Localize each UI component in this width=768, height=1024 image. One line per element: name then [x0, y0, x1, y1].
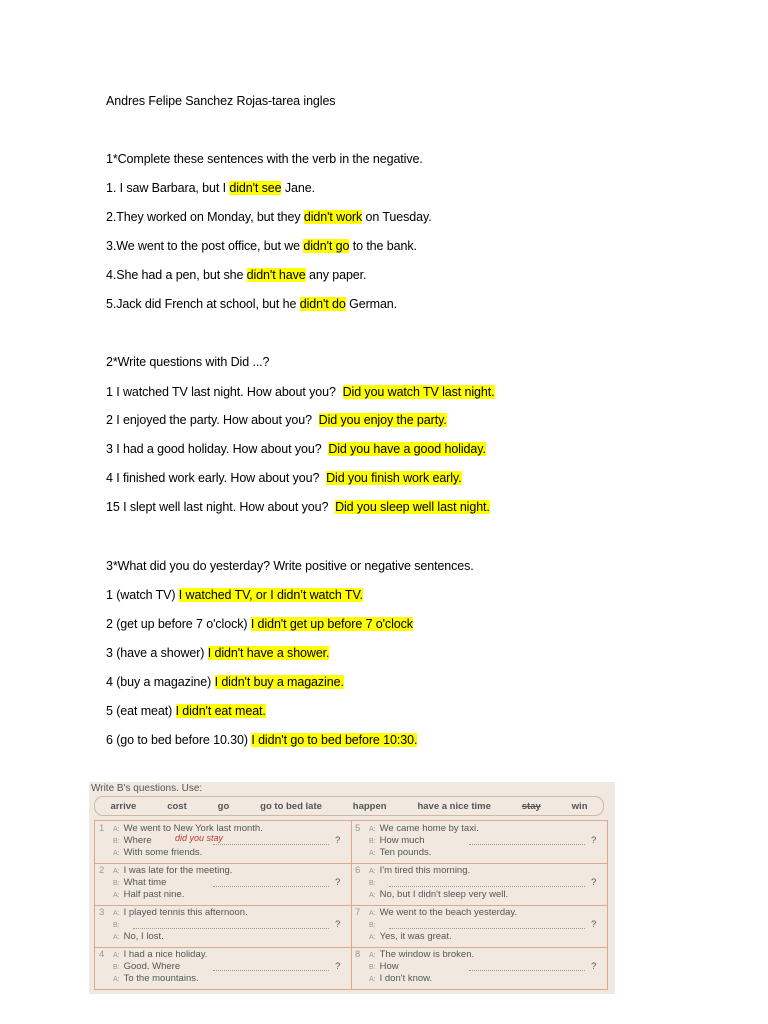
- exercise-item: 4 A: I had a nice holiday. B: Good. Where ? A: To the mountains.: [99, 949, 341, 984]
- word-bank-item: happen: [352, 800, 387, 812]
- word-bank-item: go: [217, 800, 230, 812]
- s2-item: 4 I finished work early. How about you? Did you finish work early.: [106, 471, 462, 485]
- exercise-grid: [94, 820, 608, 990]
- s2-item: 1 I watched TV last night. How about you? Did you watch TV last night.: [106, 385, 495, 399]
- answer-highlight: I didn't eat meat.: [175, 704, 266, 718]
- exercise-item: 3 A: I played tennis this afternoon. B: ? A: No, I lost.: [95, 905, 351, 948]
- exercise-column-left: [95, 821, 352, 989]
- exercise-item: 2 A: I was late for the meeting. B: What time ? A: Half past nine.: [95, 863, 351, 906]
- section-2-title: 2*Write questions with Did ...?: [106, 355, 270, 369]
- word-bank-item: win: [571, 800, 588, 812]
- s3-item: 4 (buy a magazine) I didn't buy a magazine.: [106, 675, 344, 689]
- s3-item: 3 (have a shower) I didn't have a shower.: [106, 646, 330, 660]
- s1-item: 1. I saw Barbara, but I didn't see Jane.: [106, 181, 315, 195]
- answer-highlight: Did you have a good holiday.: [328, 442, 486, 456]
- answer-highlight: didn't have: [246, 268, 306, 282]
- exercise-item: 1 A: We went to New York last month. B: Where did you stay ? A: With some friends.: [95, 821, 351, 864]
- answer-highlight: didn't work: [303, 210, 363, 224]
- answer-highlight: I didn't have a shower.: [207, 646, 330, 660]
- word-bank-item: cost: [167, 800, 187, 812]
- s2-item: 2 I enjoyed the party. How about you? Did you enjoy the party.: [106, 413, 447, 427]
- exercise-column-right: [351, 821, 607, 989]
- s1-item: 3.We went to the post office, but we didn't go to the bank.: [106, 239, 417, 253]
- s3-item: 6 (go to bed before 10.30) I didn't go to bed before 10:30.: [106, 733, 418, 747]
- s3-item: 2 (get up before 7 o'clock) I didn't get up before 7 o'clock: [106, 617, 413, 631]
- answer-highlight: Did you finish work early.: [326, 471, 462, 485]
- answer-highlight: didn't go: [303, 239, 350, 253]
- word-bank-item: arrive: [110, 800, 137, 812]
- exercise-item: 7 A: We went to the beach yesterday. B: ? A: Yes, it was great.: [351, 905, 607, 948]
- answer-highlight: Did you enjoy the party.: [318, 413, 447, 427]
- word-bank-item: stay: [521, 800, 541, 812]
- word-bank-item: go to bed late: [260, 800, 322, 812]
- section-3-title: 3*What did you do yesterday? Write positive or negative sentences.: [106, 559, 474, 573]
- answer-highlight: I didn't go to bed before 10:30.: [251, 733, 418, 747]
- answer-highlight: I watched TV, or I didn’t watch TV.: [178, 588, 363, 602]
- s2-item: 15 I slept well last night. How about you? Did you sleep well last night.: [106, 500, 490, 514]
- s1-item: 2.They worked on Monday, but they didn't work on Tuesday.: [106, 210, 432, 224]
- answer-highlight: didn't see: [229, 181, 282, 195]
- s2-item: 3 I had a good holiday. How about you? Did you have a good holiday.: [106, 442, 486, 456]
- s3-item: 1 (watch TV) I watched TV, or I didn’t watch TV.: [106, 588, 363, 602]
- handwritten-answer: did you stay: [175, 833, 224, 843]
- answer-highlight: Did you sleep well last night.: [335, 500, 490, 514]
- s1-item: 5.Jack did French at school, but he didn't do German.: [106, 297, 398, 311]
- exercise-scan-image: [89, 782, 615, 994]
- answer-highlight: didn't do: [299, 297, 346, 311]
- section-1-title: 1*Complete these sentences with the verb in the negative.: [106, 152, 423, 166]
- word-bank: [94, 796, 604, 816]
- word-bank-item: have a nice time: [417, 800, 491, 812]
- s1-item: 4.She had a pen, but she didn't have any paper.: [106, 268, 367, 282]
- answer-highlight: I didn't buy a magazine.: [214, 675, 344, 689]
- exercise-item: 6 A: I'm tired this morning. B: ? A: No, but I didn't sleep very well.: [351, 863, 607, 906]
- answer-highlight: I didn't get up before 7 o'clock: [250, 617, 413, 631]
- s3-item: 5 (eat meat) I didn't eat meat.: [106, 704, 266, 718]
- exercise-item: 5 A: We came home by taxi. B: How much ? A: Ten pounds.: [351, 821, 607, 864]
- document-header: Andres Felipe Sanchez Rojas-tarea ingles: [106, 94, 336, 108]
- answer-highlight: Did you watch TV last night.: [342, 385, 495, 399]
- exercise-item: 8 A: The window is broken. B: How ? A: I don't know.: [355, 949, 597, 984]
- exercise-title: Write B's questions. Use:: [91, 783, 203, 794]
